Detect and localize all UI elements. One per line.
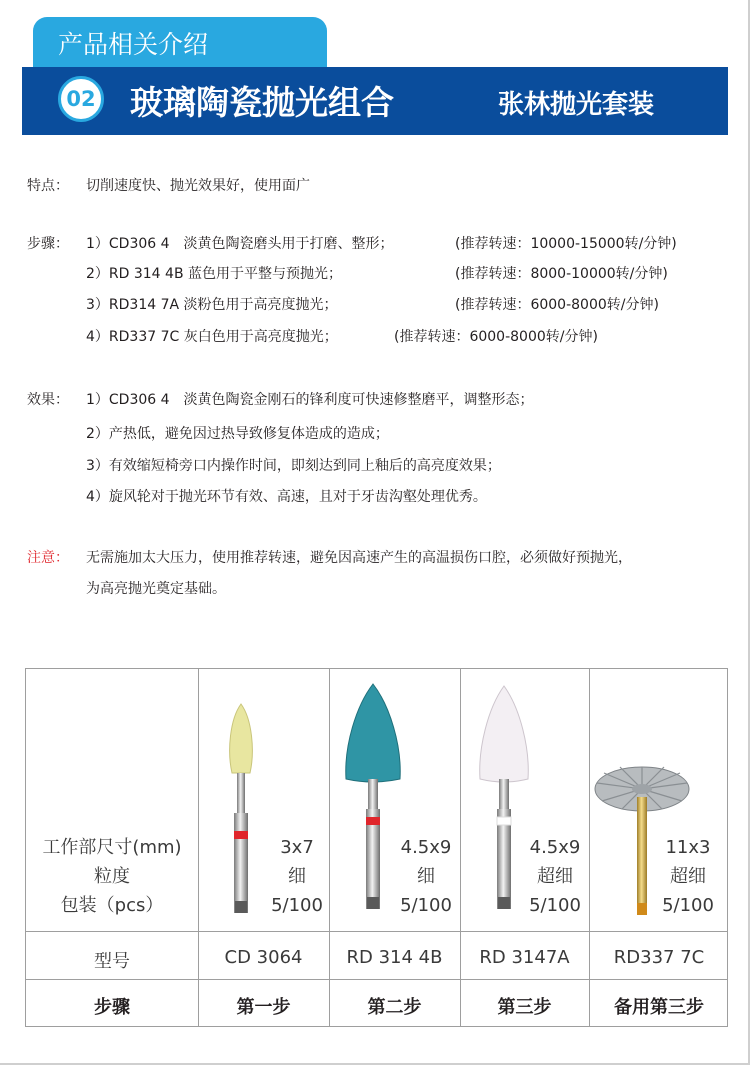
notice-text-line2: 为高亮抛光奠定基础。 <box>86 581 226 597</box>
effect-item-4: 4）旋风轮对于抛光环节有效、高速，且对于牙齿沟壑处理优秀。 <box>86 489 487 505</box>
section-number-badge: 02 <box>58 76 104 122</box>
features-label: 特点： <box>27 178 69 194</box>
title-banner <box>22 67 728 135</box>
step-label: 步骤 <box>94 997 130 1018</box>
notice-label: 注意： <box>27 550 69 566</box>
product-3-step: 第三步 <box>497 997 552 1018</box>
product-2-step: 第二步 <box>367 997 422 1018</box>
product-2-size: 4.5x9 <box>400 837 452 858</box>
product-4-specs <box>654 833 722 920</box>
product-4-size: 11x3 <box>665 837 711 858</box>
product-1-size: 3x7 <box>280 837 314 858</box>
step-item-3: 3）RD314 7A 淡粉色用于高亮度抛光； <box>86 297 338 313</box>
effect-item-3: 3）有效缩短椅旁口内操作时间，即刻达到同上釉后的高亮度效果； <box>86 458 501 474</box>
step-speed-1: (推荐转速：10000-15000转/分钟) <box>455 236 677 252</box>
step-speed-4: (推荐转速：6000-8000转/分钟) <box>394 329 598 345</box>
spec-label-cell <box>26 833 198 920</box>
effects-label: 效果： <box>27 392 69 408</box>
product-2-grit: 细 <box>417 866 435 887</box>
step-speed-3: (推荐转速：6000-8000转/分钟) <box>455 297 659 313</box>
product-4-model: RD337 7C <box>613 947 705 968</box>
page-title: 玻璃陶瓷抛光组合 <box>130 83 394 122</box>
yellow-flame-polisher-icon <box>216 701 266 923</box>
section-tab-label: 产品相关介绍 <box>58 30 209 59</box>
step-item-2: 2）RD 314 4B 蓝色用于平整与预抛光； <box>86 266 342 282</box>
product-3-pack: 5/100 <box>529 895 581 916</box>
product-4-pack: 5/100 <box>662 895 714 916</box>
product-1-step: 第一步 <box>236 997 291 1018</box>
pack-label: 包装（pcs） <box>60 895 164 916</box>
product-2-model: RD 314 4B <box>346 947 443 968</box>
page-subtitle: 张林抛光套装 <box>498 90 655 120</box>
model-label: 型号 <box>94 951 130 972</box>
step-item-4: 4）RD337 7C 灰白色用于高亮度抛光； <box>86 329 338 345</box>
product-3-size: 4.5x9 <box>529 837 581 858</box>
step-item-1: 1）CD306 4 淡黄色陶瓷磨头用于打磨、整形； <box>86 236 394 252</box>
steps-label: 步骤： <box>27 236 69 252</box>
step-speed-2: (推荐转速：8000-10000转/分钟) <box>455 266 668 282</box>
product-4-step: 备用第三步 <box>614 997 704 1018</box>
section-tab <box>33 17 327 69</box>
product-1-model: CD 3064 <box>224 947 303 968</box>
effect-item-1: 1）CD306 4 淡黄色陶瓷金刚石的锋利度可快速修整磨平，调整形态； <box>86 392 534 408</box>
grit-label: 粒度 <box>94 866 130 887</box>
product-1-specs <box>264 833 330 920</box>
product-table <box>25 668 728 1027</box>
product-2-specs <box>393 833 459 920</box>
product-2-pack: 5/100 <box>400 895 452 916</box>
size-label: 工作部尺寸(mm) <box>42 837 182 858</box>
effect-item-2: 2）产热低，避免因过热导致修复体造成的造成； <box>86 426 389 442</box>
features-text: 切削速度快、抛光效果好，使用面广 <box>86 178 310 194</box>
product-1-grit: 细 <box>288 866 306 887</box>
product-4-grit: 超细 <box>670 866 706 887</box>
product-3-grit: 超细 <box>537 866 573 887</box>
notice-text-line1: 无需施加太大压力，使用推荐转速，避免因高速产生的高温损伤口腔，必须做好预抛光， <box>86 550 632 566</box>
product-3-model: RD 3147A <box>479 947 570 968</box>
product-3-specs <box>524 833 586 920</box>
product-1-pack: 5/100 <box>271 895 323 916</box>
